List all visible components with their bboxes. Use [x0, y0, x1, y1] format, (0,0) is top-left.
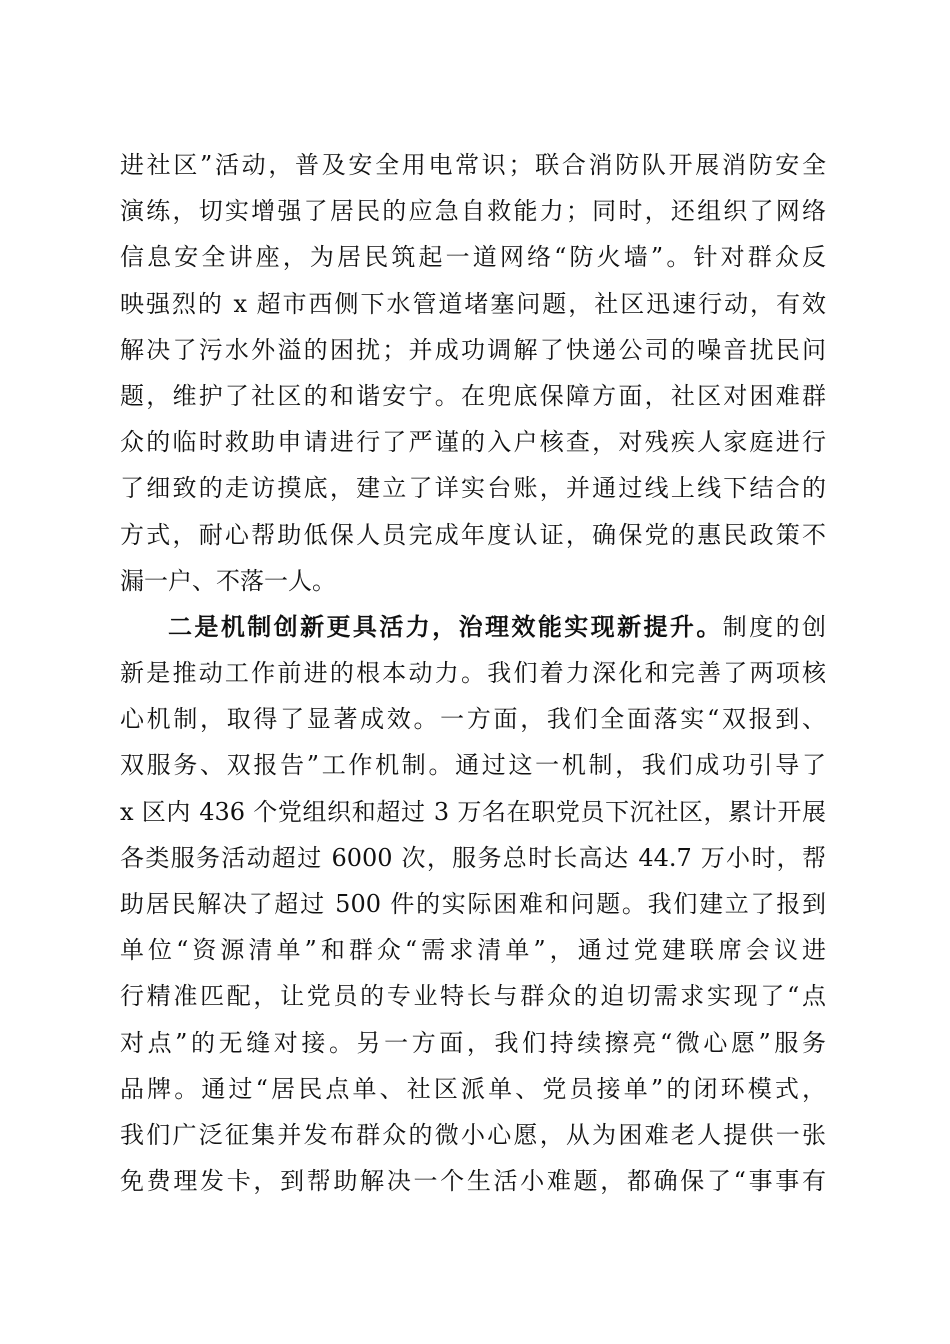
section-heading: 二是机制创新更具活力，治理效能实现新提升。 — [168, 611, 723, 641]
text-line: 双服务、双报告”工作机制。通过这一机制，我们成功引导了 — [120, 751, 826, 780]
text-line: 新是推动工作前进的根本动力。我们着力深化和完善了两项核 — [120, 659, 826, 688]
paragraph-mechanism-innovation — [120, 604, 826, 1204]
text-line: 演练，切实增强了居民的应急自救能力；同时，还组织了网络 — [120, 197, 826, 226]
text-line: 进社区”活动，普及安全用电常识；联合消防队开展消防安全 — [120, 151, 826, 179]
text-line: 品牌。通过“居民点单、社区派单、党员接单”的闭环模式， — [120, 1074, 826, 1103]
text-line: 解决了污水外溢的困扰；并成功调解了快递公司的噪音扰民问 — [120, 335, 826, 364]
text-line: 单位“资源清单”和群众“需求清单”，通过党建联席会议进 — [120, 936, 826, 965]
text-line: 心机制，取得了显著成效。一方面，我们全面落实“双报到、 — [120, 705, 826, 734]
heading-line-tail: 制度的创 — [722, 612, 826, 641]
text-line: 行精准匹配，让党员的专业特长与群众的迫切需求实现了“点 — [120, 982, 826, 1011]
text-line: 助居民解决了超过 500 件的实际困难和问题。我们建立了报到 — [120, 890, 826, 918]
text-line: 各类服务活动超过 6000 次，服务总时长高达 44.7 万小时，帮 — [120, 843, 826, 872]
text-line: x 区内 436 个党组织和超过 3 万名在职党员下沉社区，累计开展 — [120, 797, 826, 826]
text-line: 方式，耐心帮助低保人员完成年度认证，确保党的惠民政策不 — [120, 520, 826, 549]
text-line: 免费理发卡，到帮助解决一个生活小难题，都确保了“事事有 — [120, 1167, 826, 1196]
text-line: 漏一户、不落一人。 — [120, 566, 336, 595]
paragraph-heading-line — [120, 604, 826, 650]
paragraph-community-services — [120, 142, 826, 604]
document-body — [120, 142, 826, 1204]
text-line: 题，维护了社区的和谐安宁。在兜底保障方面，社区对困难群 — [120, 381, 826, 410]
text-line: 信息安全讲座，为居民筑起一道网络“防火墙”。针对群众反 — [120, 243, 826, 272]
text-line: 众的临时救助申请进行了严谨的入户核查，对残疾人家庭进行 — [120, 428, 826, 457]
text-line: 了细致的走访摸底，建立了详实台账，并通过线上线下结合的 — [120, 474, 826, 503]
text-line: 我们广泛征集并发布群众的微小心愿，从为困难老人提供一张 — [120, 1120, 826, 1149]
text-line: 对点”的无缝对接。另一方面，我们持续擦亮“微心愿”服务 — [120, 1028, 826, 1057]
text-line: 映强烈的 x 超市西侧下水管道堵塞问题，社区迅速行动，有效 — [120, 289, 826, 318]
